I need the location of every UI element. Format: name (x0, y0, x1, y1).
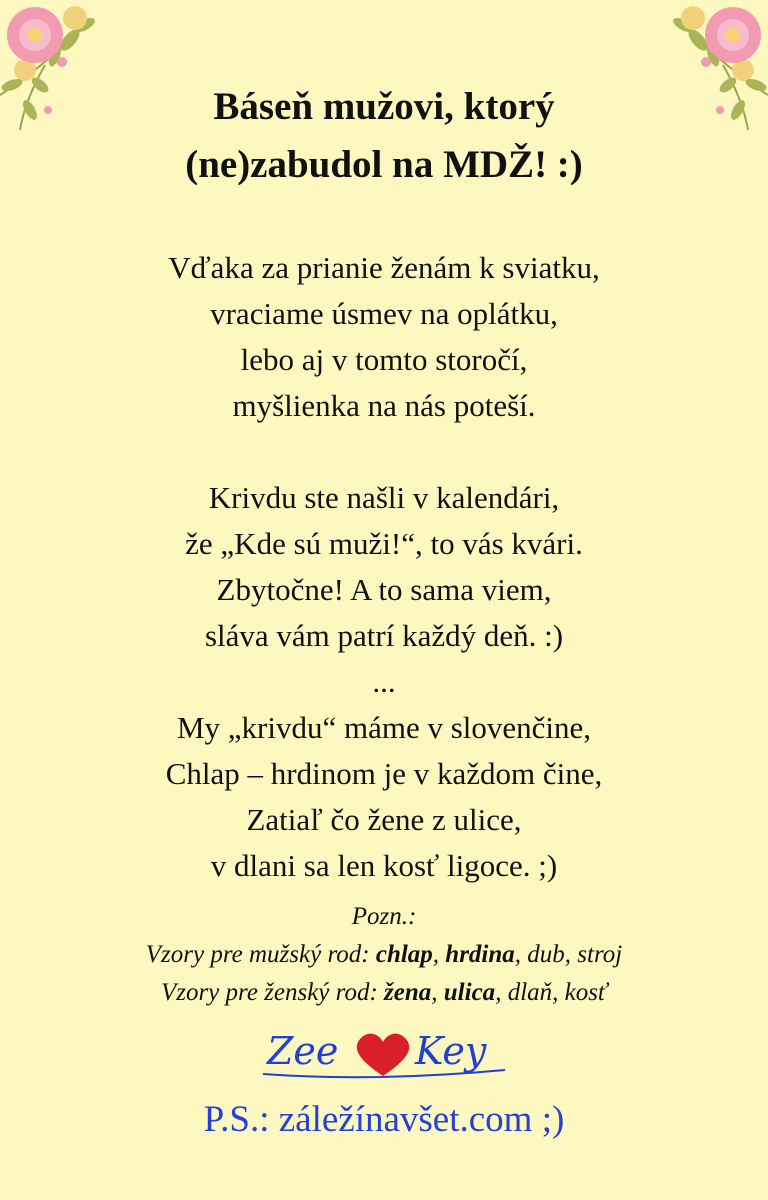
poem-line: že „Kde sú muži!“, to vás kvári. (185, 526, 583, 561)
poem-title (0, 78, 768, 194)
note-heading: Pozn.: (351, 903, 417, 930)
poem-line: lebo aj v tomto storočí, (240, 342, 528, 377)
note-feminine-rest: , dlaň, kosť (495, 979, 608, 1006)
poem-line: sláva vám patrí každý deň. :) (204, 618, 564, 653)
note-masculine-bold-1: chlap (375, 941, 433, 968)
note-feminine-bold-2: ulica (443, 979, 496, 1006)
note-separator: , (431, 979, 444, 1006)
signature-right: Key (415, 1029, 487, 1073)
poem-title-line-1: Báseň mužovi, ktorý (213, 85, 555, 128)
note-masculine-line (0, 936, 768, 974)
heart-icon (357, 1034, 409, 1076)
ps-website: P.S.: záležínavšet.com ;) (203, 1099, 565, 1140)
poem-line: Chlap – hrdinom je v každom čine, (165, 756, 603, 791)
poem-line: Zbytočne! A to sama viem, (216, 572, 552, 607)
note-feminine-line (0, 974, 768, 1012)
poem-line: Zatiaľ čo žene z ulice, (246, 802, 522, 837)
poem-line: My „krivdu“ máme v slovenčine, (176, 710, 592, 745)
note-feminine-bold-1: žena (384, 979, 432, 1006)
poem-title-line-2: (ne)zabudol na MDŽ! :) (185, 143, 583, 186)
poem-line: vraciame úsmev na oplátku, (210, 296, 558, 331)
poem-line: Krivdu ste našli v kalendári, (208, 480, 560, 515)
note-masculine-bold-2: hrdina (445, 941, 515, 968)
signature (255, 1020, 515, 1090)
stanza-gap (0, 429, 768, 475)
note-masculine-prefix: Vzory pre mužský rod: (145, 941, 376, 968)
note-feminine-prefix: Vzory pre ženský rod: (160, 979, 385, 1006)
note-separator: , (432, 941, 446, 968)
poem-line: Vďaka za prianie ženám k sviatku, (168, 250, 600, 285)
poem-body (0, 245, 768, 889)
signature-left: Zee (267, 1029, 339, 1073)
poem-ellipsis: ... (372, 664, 396, 699)
poem-line: myšlienka na nás poteší. (232, 388, 536, 423)
grammar-note (0, 898, 768, 1012)
note-masculine-rest: , dub, stroj (514, 941, 623, 968)
poem-line: v dlani sa len kosť ligoce. ;) (210, 848, 558, 883)
